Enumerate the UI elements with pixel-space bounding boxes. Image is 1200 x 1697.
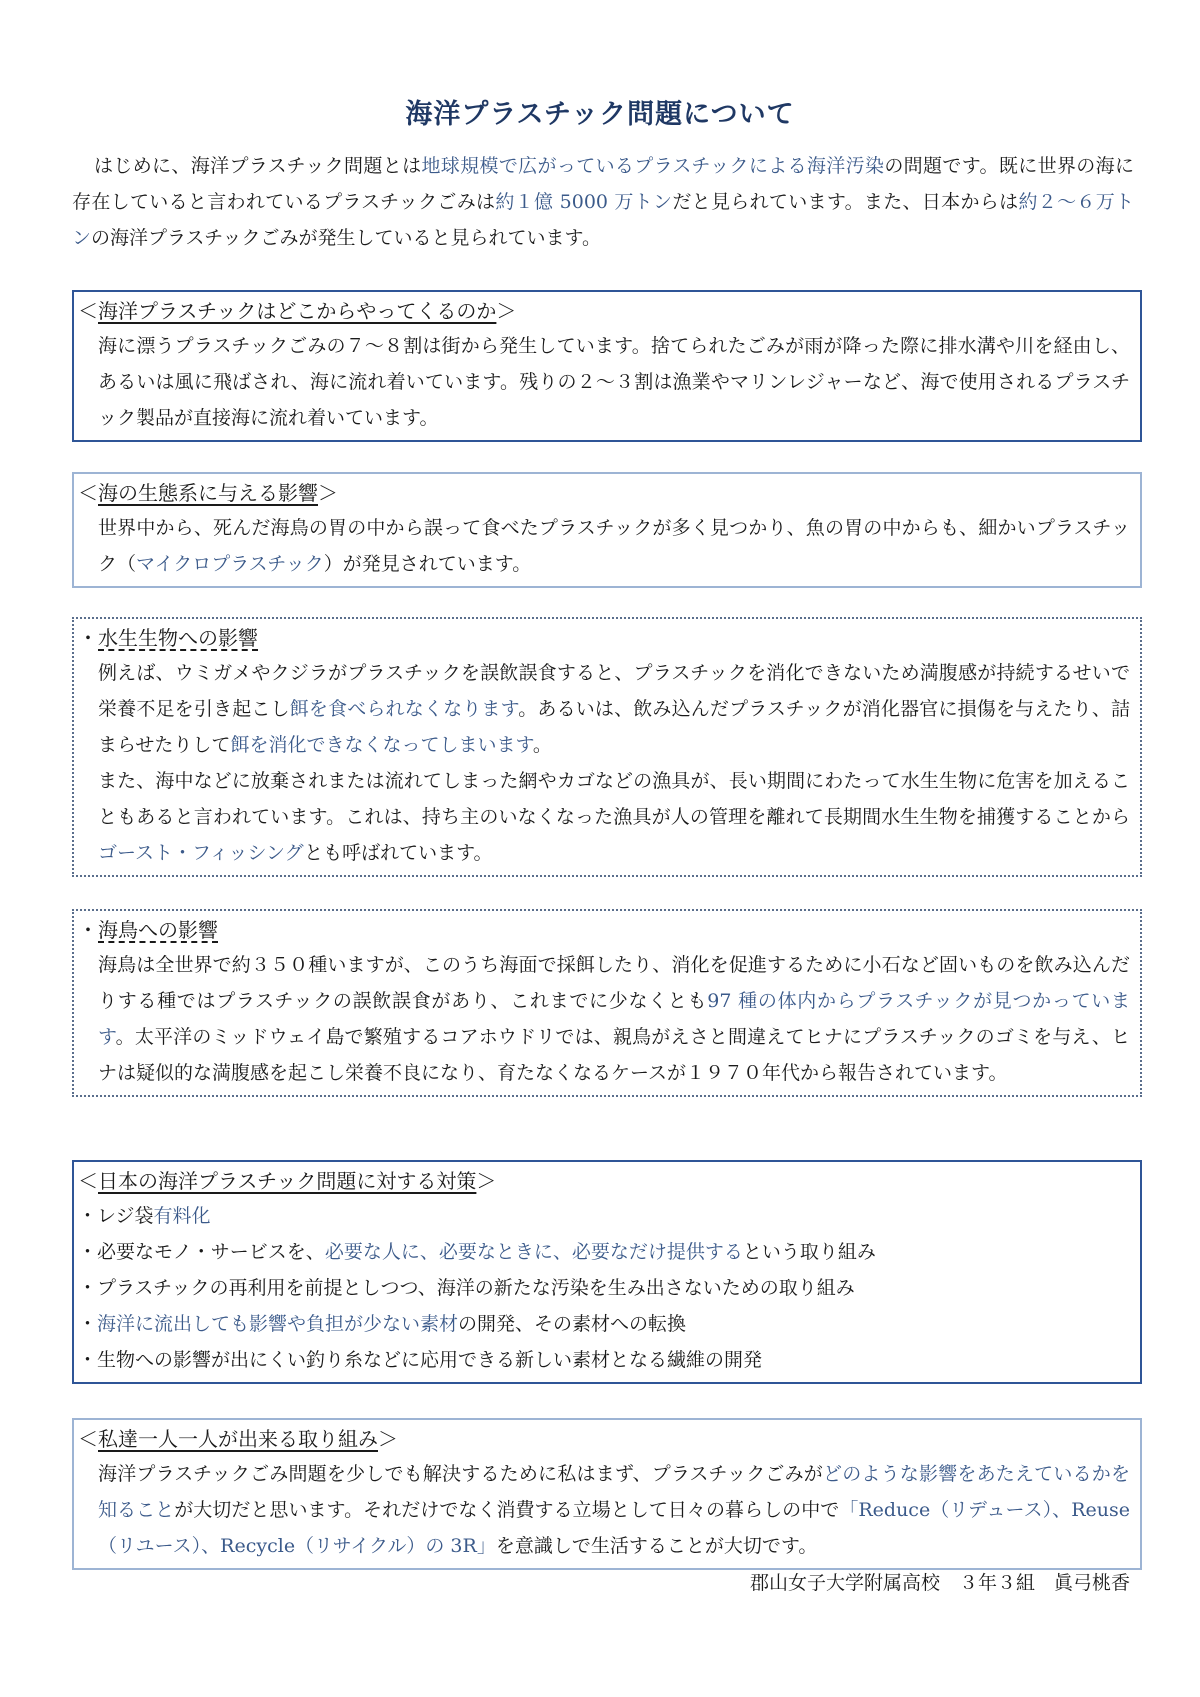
highlighted-text: どのような影響をあたえているかを知ること bbox=[98, 1463, 1130, 1521]
section-aquatic bbox=[72, 617, 1142, 877]
section-personal-text bbox=[78, 1456, 1130, 1564]
highlighted-text: 有料化 bbox=[153, 1205, 211, 1227]
text-run: ・レジ袋 bbox=[78, 1205, 154, 1227]
section-origin bbox=[72, 290, 1142, 442]
text-run: の問題です。既に世界の海に存在していると言われているプラスチックごみは bbox=[72, 155, 1135, 213]
text-run: 世界中から、死んだ海鳥の胃の中から誤って食べたプラスチックが多く見つかり、魚の胃の中からも、細かいプラスチック（ bbox=[98, 517, 1130, 575]
highlighted-text: 餌を食べられなくなります bbox=[289, 698, 519, 720]
section-measures bbox=[72, 1160, 1142, 1384]
section-seabird-heading: ・海鳥への影響 bbox=[78, 918, 218, 942]
text-run: だと見られています。また、日本からは bbox=[672, 191, 1019, 213]
text-run: ・生物への影響が出にくい釣り糸などに応用できる新しい素材となる繊維の開発 bbox=[78, 1349, 763, 1371]
text-run: はじめに、海洋プラスチック問題とは bbox=[94, 155, 422, 177]
highlighted-text: 97 種の体内からプラスチックが見つかっています bbox=[98, 990, 1130, 1048]
text-run: 。あるいは、飲み込んだプラスチックが消化器官に損傷を与えたり、詰まらせたりして bbox=[98, 698, 1130, 756]
text-run: 海洋プラスチックごみ問題を少しでも解決するために私はまず、プラスチックごみが bbox=[98, 1463, 823, 1485]
highlighted-text: 餌を消化できなくなってしまいます bbox=[230, 734, 533, 756]
section-origin-text: 海に漂うプラスチックごみの７～８割は街から発生しています。捨てられたごみが雨が降った際に排水溝や川を経由し、あるいは風に飛ばされ、海に流れ着いています。残りの２～３割は漁業やマリンレジャーなど、海で使用されるプラスチック製品が直接海に流れ着いています。 bbox=[98, 335, 1130, 429]
section-ecosystem bbox=[72, 472, 1142, 588]
section-personal-heading: ＜私達一人一人が出来る取り組み＞ bbox=[78, 1427, 398, 1451]
highlighted-text: 約２～６万トン bbox=[72, 191, 1135, 249]
highlighted-text: 「Reduce（リデュース）、Reuse（リユース）、Recycle（リサイクル）の 3R」 bbox=[98, 1499, 1130, 1557]
intro-paragraph bbox=[72, 148, 1134, 256]
text-run: 海鳥は全世界で約３５０種いますが、このうち海面で採餌したり、消化を促進するために小石など固いものを飲み込んだりする種ではプラスチックの誤飲誤食があり、これまでに少なくとも bbox=[98, 954, 1130, 1012]
text-run: 。 bbox=[532, 734, 552, 756]
text-run: また、海中などに放棄されまたは流れてしまった網やカゴなどの漁具が、長い期間にわたって水生生物に危害を加えることもあると言われています。これは、持ち主のいなくなった漁具が人の管理を離れて長期間水生生物を捕獲することから bbox=[98, 770, 1130, 828]
section-ecosystem-text bbox=[78, 510, 1130, 582]
text-run: の海洋プラスチックごみが発生していると見られています。 bbox=[91, 227, 601, 249]
section-aquatic-heading: ・水生生物への影響 bbox=[78, 626, 258, 650]
text-run: 。太平洋のミッドウェイ島で繁殖するコアホウドリでは、親鳥がえさと間違えてヒナにプラスチックのゴミを与え、ヒナは疑似的な満腹感を起こし栄養不良になり、育たなくなるケースが１９７０年代から報告されています。 bbox=[98, 1026, 1131, 1084]
text-run: という取り組み bbox=[742, 1241, 876, 1263]
measure-item bbox=[78, 1234, 1130, 1270]
text-run: を意識しで生活することが大切です。 bbox=[495, 1535, 818, 1557]
text-run: 例えば、ウミガメやクジラがプラスチックを誤飲誤食すると、プラスチックを消化できないため満腹感が持続するせいで栄養不足を引き起こし bbox=[98, 662, 1130, 720]
section-personal bbox=[72, 1418, 1142, 1570]
page-title: 海洋プラスチック問題について bbox=[405, 99, 795, 130]
section-origin-heading: ＜海洋プラスチックはどこからやってくるのか＞ bbox=[78, 299, 517, 323]
text-run: ）が発見されています。 bbox=[323, 553, 532, 575]
text-run: が大切だと思います。それだけでなく消費する立場として日々の暮らしの中で bbox=[174, 1499, 840, 1521]
section-aquatic-text bbox=[78, 655, 1130, 871]
highlighted-text: マイクロプラスチック bbox=[136, 553, 324, 575]
section-measures-heading: ＜日本の海洋プラスチック問題に対する対策＞ bbox=[78, 1169, 497, 1193]
highlighted-text: 必要な人に、必要なときに、必要なだけ提供する bbox=[324, 1241, 743, 1263]
highlighted-text: 地球規模で広がっているプラスチックによる海洋汚染 bbox=[421, 155, 885, 177]
measure-item bbox=[78, 1270, 1130, 1306]
author-signature: 郡山女子大学附属高校 ３年３組 眞弓桃香 bbox=[749, 1572, 1130, 1594]
text-run: とも呼ばれています。 bbox=[304, 842, 493, 864]
highlighted-text: ゴースト・フィッシング bbox=[98, 842, 305, 864]
measure-item bbox=[78, 1306, 1130, 1342]
text-run: の開発、その素材への転換 bbox=[458, 1313, 687, 1335]
text-run: ・必要なモノ・サービスを、 bbox=[78, 1241, 325, 1263]
measure-item bbox=[78, 1342, 1130, 1378]
section-seabird bbox=[72, 909, 1142, 1097]
aquatic-paragraph-1 bbox=[98, 655, 1130, 763]
section-ecosystem-heading: ＜海の生態系に与える影響＞ bbox=[78, 481, 338, 505]
highlighted-text: 約１億 5000 万トン bbox=[495, 191, 673, 213]
text-run: ・ bbox=[78, 1313, 98, 1335]
section-seabird-text bbox=[78, 947, 1130, 1091]
text-run: ・プラスチックの再利用を前提としつつ、海洋の新たな汚染を生み出さないための取り組み bbox=[78, 1277, 855, 1299]
aquatic-paragraph-2 bbox=[98, 763, 1130, 871]
measure-item bbox=[78, 1198, 1130, 1234]
highlighted-text: 海洋に流出しても影響や負担が少ない素材 bbox=[97, 1313, 459, 1335]
